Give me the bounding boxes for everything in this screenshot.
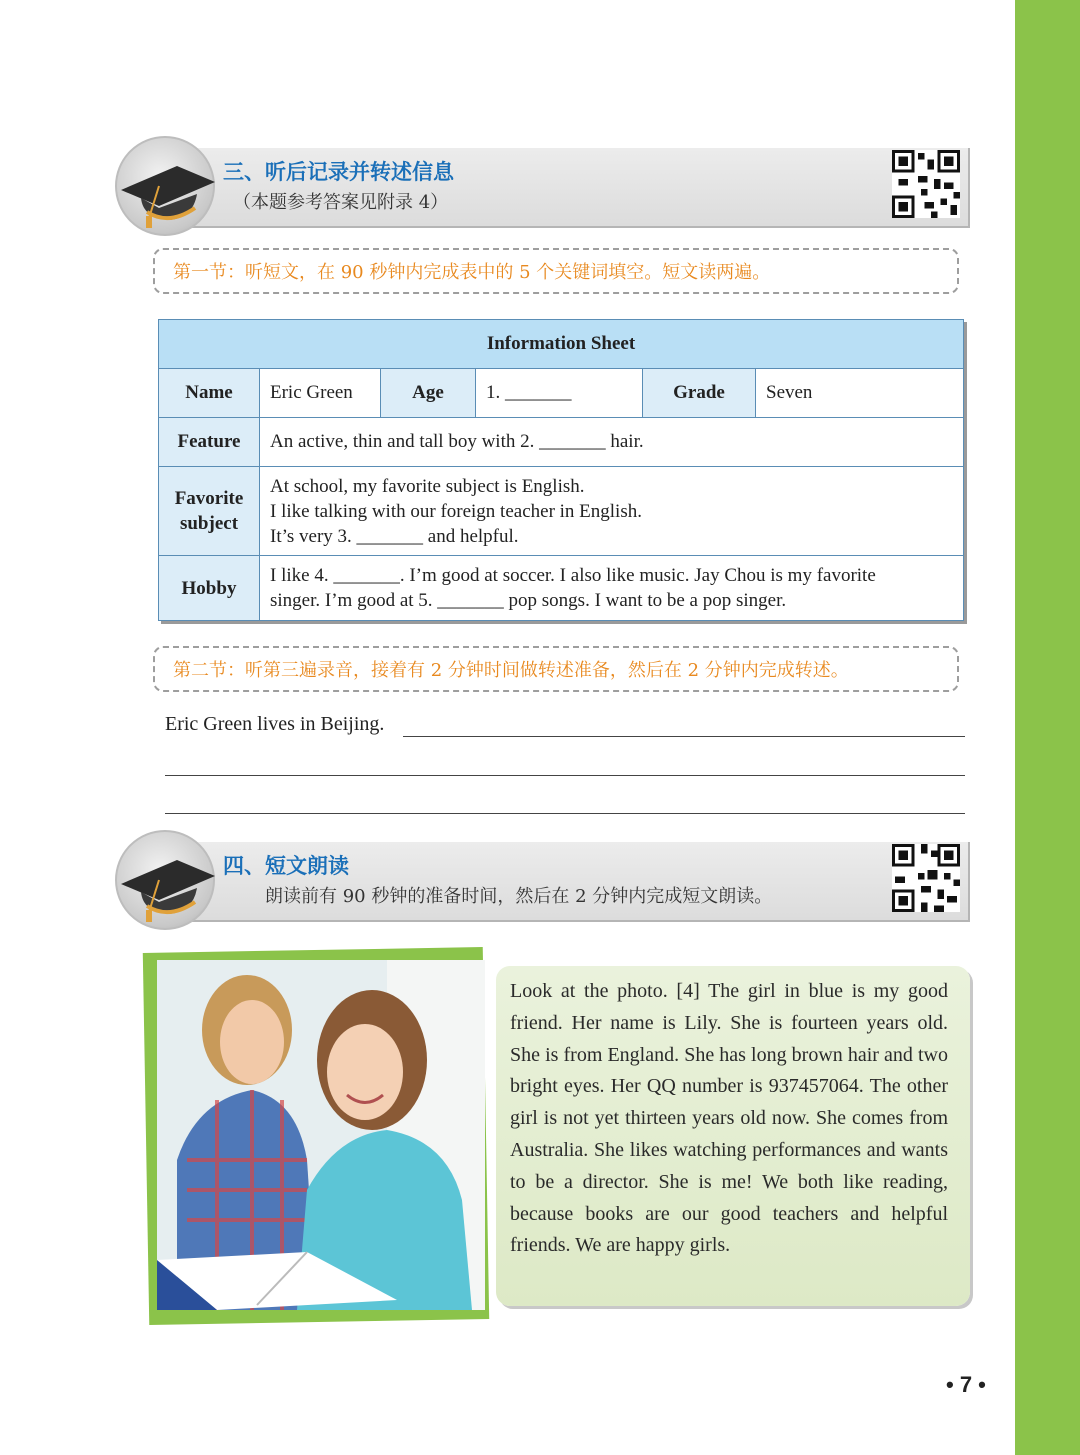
hobby-line-2: singer. I’m good at 5. _______ pop songs. I want to be a pop singer. xyxy=(270,590,787,611)
subject-label xyxy=(159,467,260,556)
section3-title: 三、听后记录并转述信息 xyxy=(223,160,454,184)
grade-value: Seven xyxy=(756,369,964,418)
girls-reading-photo xyxy=(157,960,485,1310)
table-row xyxy=(159,369,964,418)
part2-instruction: 第二节：听第三遍录音，接着有 2 分钟时间做转述准备，然后在 2 分钟内完成转述。 xyxy=(153,646,959,692)
reading-passage-card xyxy=(496,966,970,1306)
subject-line-2: I like talking with our foreign teacher in English. xyxy=(270,500,642,522)
answer-line[interactable] xyxy=(165,813,965,814)
subject-line-3: It’s very 3. _______ and helpful. xyxy=(270,525,519,547)
table-title: Information Sheet xyxy=(159,320,964,369)
section4-subtitle: 朗读前有 90 秒钟的准备时间，然后在 2 分钟内完成短文朗读。 xyxy=(265,886,773,907)
qr-code-icon[interactable] xyxy=(892,150,960,218)
section4-header xyxy=(115,830,970,926)
hobby-line-1: I like 4. _______. I’m good at soccer. I also like music. Jay Chou is my favorite xyxy=(270,565,876,586)
reading-passage: Look at the photo. [4] The girl in blue is my good friend. Her name is Lily. She is fourteen years old. She is from England. She has long brown hair and two bright eyes. Her QQ number is 937457064. The other girl is not yet thirteen years old now. She comes from Australia. She likes watching performances and wants to be a director. She is me! We both like reading, because books are our good teachers and helpful friends. We are happy girls. xyxy=(510,980,948,1257)
feature-value[interactable]: An active, thin and tall boy with 2. _______ hair. xyxy=(260,418,964,467)
hobby-value[interactable] xyxy=(260,556,964,621)
page-number: • 7 • xyxy=(946,1372,986,1397)
subject-label-line1: Favorite xyxy=(174,488,244,509)
qr-code-icon[interactable] xyxy=(892,844,960,912)
age-blank[interactable]: 1. _______ xyxy=(476,369,643,418)
information-sheet-table xyxy=(158,319,964,621)
table-row xyxy=(159,556,964,621)
name-label: Name xyxy=(159,369,260,418)
subject-line-1: At school, my favorite subject is English. xyxy=(270,475,585,497)
grade-label: Grade xyxy=(643,369,756,418)
table-row xyxy=(159,418,964,467)
answer-line[interactable] xyxy=(403,736,965,737)
section4-title: 四、短文朗读 xyxy=(223,854,349,878)
answer-line[interactable] xyxy=(165,775,965,776)
section3-subtitle: （本题参考答案见附录 4） xyxy=(233,192,449,213)
subject-value[interactable] xyxy=(260,467,964,556)
section3-header xyxy=(115,136,970,232)
girls-reading-illustration xyxy=(157,960,485,1310)
retell-start-text: Eric Green lives in Beijing. xyxy=(165,713,385,735)
age-label: Age xyxy=(381,369,476,418)
graduation-cap-icon xyxy=(119,152,215,232)
feature-label: Feature xyxy=(159,418,260,467)
table-row xyxy=(159,467,964,556)
side-color-bar xyxy=(1015,0,1080,1455)
name-value: Eric Green xyxy=(260,369,381,418)
graduation-cap-icon xyxy=(119,846,215,926)
part1-instruction: 第一节：听短文，在 90 秒钟内完成表中的 5 个关键词填空。短文读两遍。 xyxy=(153,248,959,294)
subject-label-line2: subject xyxy=(179,513,239,534)
hobby-label: Hobby xyxy=(159,556,260,621)
